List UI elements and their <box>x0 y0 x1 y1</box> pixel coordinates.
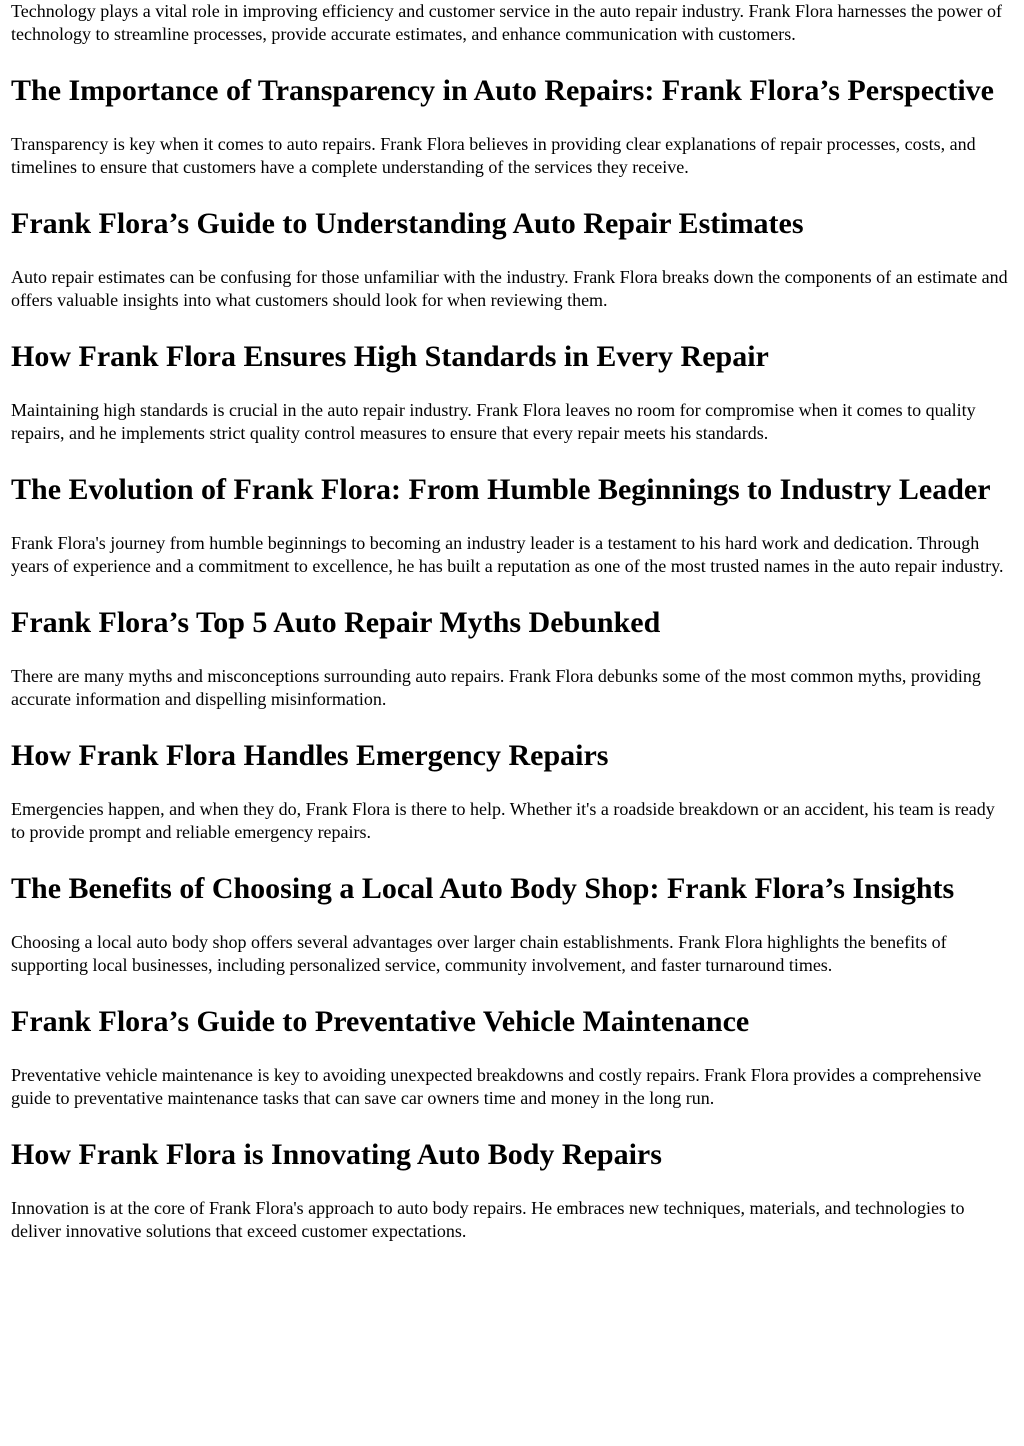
section-local-shop <box>11 871 1013 977</box>
section-heading: Frank Flora’s Top 5 Auto Repair Myths Debunked <box>11 606 661 639</box>
section-myths <box>11 605 1013 711</box>
section-body: Auto repair estimates can be confusing for those unfamiliar with the industry. Frank Flora breaks down the components of an estimate and offers valuable insights into what customers should look for when reviewing them. <box>11 267 1008 310</box>
intro-paragraph: Technology plays a vital role in improving efficiency and customer service in the auto repair industry. Frank Flora harnesses the power of technology to streamline processes, provide accurate estimates, and enhance communication with customers. <box>11 1 1002 44</box>
section-body: There are many myths and misconceptions surrounding auto repairs. Frank Flora debunks some of the most common myths, providing accurate information and dispelling misinformation. <box>11 666 981 709</box>
section-heading: How Frank Flora Ensures High Standards in Every Repair <box>11 340 769 373</box>
section-heading: The Benefits of Choosing a Local Auto Body Shop: Frank Flora’s Insights <box>11 872 955 905</box>
section-high-standards <box>11 339 1013 445</box>
section-heading: How Frank Flora Handles Emergency Repairs <box>11 739 609 772</box>
section-emergency <box>11 738 1013 844</box>
section-estimates <box>11 206 1013 312</box>
section-body: Transparency is key when it comes to auto repairs. Frank Flora believes in providing clear explanations of repair processes, costs, and timelines to ensure that customers have a complete understanding of the services they receive. <box>11 134 976 177</box>
section-body: Emergencies happen, and when they do, Frank Flora is there to help. Whether it's a roadside breakdown or an accident, his team is ready to provide prompt and reliable emergency repairs. <box>11 799 995 842</box>
section-heading: The Evolution of Frank Flora: From Humble Beginnings to Industry Leader <box>11 473 991 506</box>
section-transparency <box>11 73 1013 179</box>
section-body: Preventative vehicle maintenance is key to avoiding unexpected breakdowns and costly repairs. Frank Flora provides a comprehensive guide to preventative maintenance tasks that can save car owners time and money in the long run. <box>11 1065 982 1108</box>
section-heading: Frank Flora’s Guide to Understanding Auto Repair Estimates <box>11 207 804 240</box>
section-body: Choosing a local auto body shop offers several advantages over larger chain establishments. Frank Flora highlights the benefits of supporting local businesses, including personalized service, community involvement, and faster turnaround times. <box>11 932 947 975</box>
section-body: Maintaining high standards is crucial in the auto repair industry. Frank Flora leaves no room for compromise when it comes to quality repairs, and he implements strict quality control measures to ensure that every repair meets his standards. <box>11 400 976 443</box>
section-maintenance <box>11 1004 1013 1110</box>
section-heading: The Importance of Transparency in Auto Repairs: Frank Flora’s Perspective <box>11 74 994 107</box>
section-body: Innovation is at the core of Frank Flora's approach to auto body repairs. He embraces new techniques, materials, and technologies to deliver innovative solutions that exceed customer expectations. <box>11 1198 965 1241</box>
section-heading: How Frank Flora is Innovating Auto Body Repairs <box>11 1138 662 1171</box>
section-body: Frank Flora's journey from humble beginnings to becoming an industry leader is a testament to his hard work and dedication. Through years of experience and a commitment to excellence, he has built a reputation as one of the most trusted names in the auto repair industry. <box>11 533 1004 576</box>
section-evolution <box>11 472 1013 578</box>
section-heading: Frank Flora’s Guide to Preventative Vehicle Maintenance <box>11 1005 750 1038</box>
section-innovation <box>11 1137 1013 1243</box>
